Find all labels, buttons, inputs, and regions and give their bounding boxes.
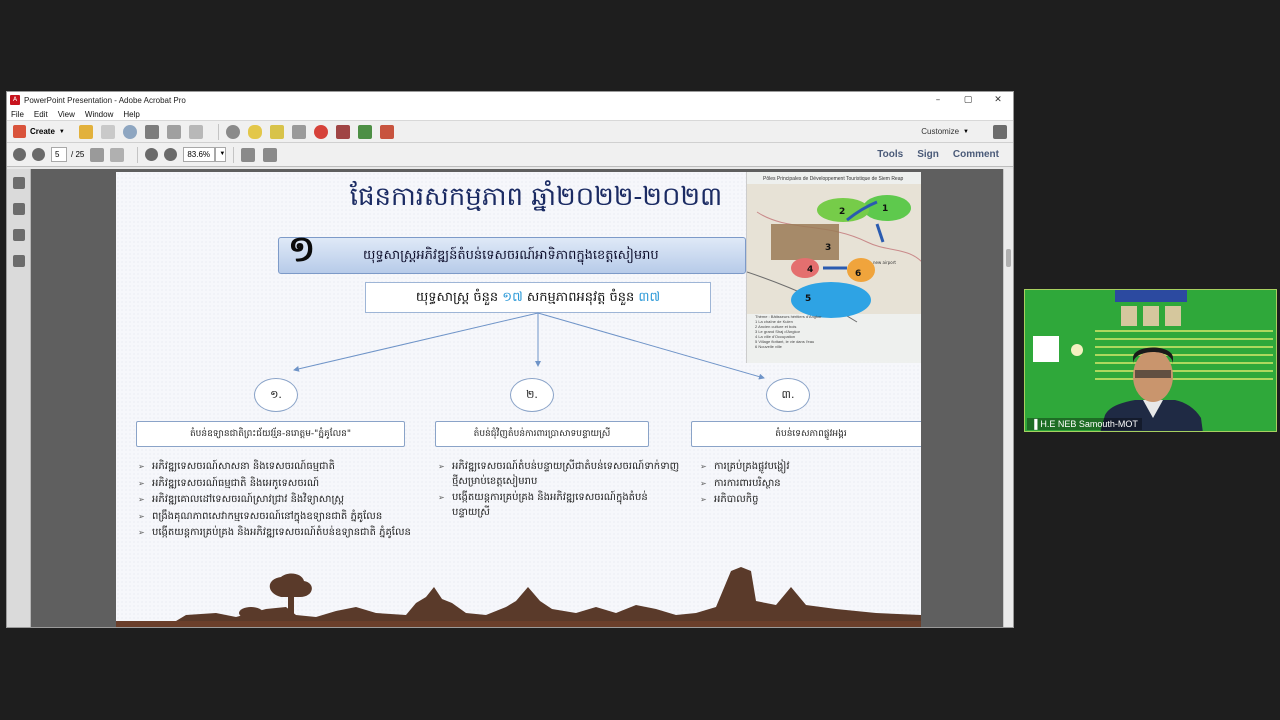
list-item: ➢ ការការពារបរិស្ថាន — [700, 477, 900, 492]
close-button[interactable]: ✕ — [994, 95, 1002, 105]
menu-view[interactable]: View — [57, 109, 75, 119]
hand-tool-icon[interactable] — [110, 148, 124, 162]
page-number-input[interactable]: 5 — [51, 147, 67, 162]
list-item: ➢ បង្កើតយន្តការគ្រប់គ្រង និងអភិវឌ្ឍទេសចរណ៍ក្នុងតំបន់បន្ទាយស្រី — [438, 491, 683, 520]
open-folder-icon[interactable] — [79, 125, 93, 139]
section-number: ១ — [288, 229, 316, 270]
summary-mid: សកម្មភាពអនុវត្ត ចំនួន — [522, 290, 639, 305]
signal-icon: ▐ — [1031, 419, 1038, 429]
settings-icon[interactable] — [226, 125, 240, 139]
expand-icon[interactable] — [993, 125, 1007, 139]
acrobat-window — [6, 91, 1014, 628]
zone-3 — [771, 224, 839, 260]
window-title: PowerPoint Presentation - Adobe Acrobat Pro — [24, 95, 186, 105]
save-icon[interactable] — [101, 125, 115, 139]
angkor-silhouette-illustration — [116, 557, 921, 627]
arrow-to-column-3 — [538, 313, 764, 378]
create-dropdown-icon[interactable]: ▼ — [58, 128, 65, 135]
menu-file[interactable]: File — [11, 109, 24, 119]
highlight-icon[interactable] — [270, 125, 284, 139]
list-item: ➢ អភិវឌ្ឍគោលដៅទេសចរណ៍ស្រាវជ្រាវ និងវិទ្យាសាស្ត្រ — [138, 493, 418, 508]
comment-icon[interactable] — [248, 125, 262, 139]
title-bar — [7, 92, 1013, 108]
legend-item: 1 La chaîne de Kulen — [755, 319, 793, 324]
participant-name-text: H.E NEB Samouth-MOT — [1040, 419, 1138, 429]
toolbar-divider — [137, 147, 138, 163]
zoom-out-icon[interactable] — [145, 148, 158, 161]
column-3-heading: តំបន់ទេសភាពផ្លូវអង្គរ — [691, 421, 921, 447]
list-item: ➢ អភិវឌ្ឍទេសចរណ៍ធម្មជាតិ និងអេកូទេសចរណ៍ — [138, 477, 418, 492]
column-1-list — [138, 460, 418, 543]
previous-page-icon[interactable] — [13, 148, 26, 161]
print-icon[interactable] — [145, 125, 159, 139]
participant-name — [1027, 418, 1142, 430]
cloud-icon[interactable] — [123, 125, 137, 139]
form-icon[interactable] — [380, 125, 394, 139]
vertical-scrollbar[interactable] — [1003, 169, 1013, 628]
list-item: ➢ អភិវឌ្ឍទេសចរណ៍សាសនា និងទេសចរណ៍ធម្មជាតិ — [138, 460, 418, 475]
tools-link[interactable]: Tools — [877, 149, 904, 160]
column-3-list — [700, 460, 900, 510]
legend-item: 3 Le grand Shaj d'Angkor — [755, 329, 801, 334]
zone-2-label: 2 — [839, 207, 846, 217]
create-pdf-icon — [13, 125, 26, 138]
column-2-number: ២. — [510, 378, 554, 412]
select-tool-icon[interactable] — [90, 148, 104, 162]
page-thumbnails-icon[interactable] — [13, 177, 25, 189]
scrollbar-thumb[interactable] — [1006, 249, 1011, 267]
legend-item: Thème : Bâtisseurs héritiers d'Angkor — [755, 314, 822, 319]
legend-item: 2 Ancien culture et bois — [755, 324, 797, 329]
zone-5 — [791, 282, 871, 318]
map-legend — [755, 314, 850, 349]
export-icon[interactable] — [358, 125, 372, 139]
siem-reap-zones-map — [746, 172, 921, 363]
next-page-icon[interactable] — [32, 148, 45, 161]
slide-title: ផែនការសកម្មភាព ឆ្នាំ២០២២-២០២៣ — [349, 182, 723, 212]
main-toolbar — [7, 121, 1013, 143]
list-item: ➢ ការគ្រប់គ្រងផ្លូវបង្ហៀវ — [700, 460, 900, 475]
map-title: Pôles Principales de Développement Touristique de Siem Reap — [763, 176, 904, 182]
navigation-toolbar — [7, 143, 1013, 167]
column-3-number: ៣. — [766, 378, 810, 412]
maximize-button[interactable]: ▢ — [963, 95, 973, 105]
zone-5-label: 5 — [805, 294, 812, 304]
customize-button[interactable]: Customize — [921, 127, 960, 136]
strategy-banner — [278, 237, 746, 274]
column-2-heading: តំបន់ជុំវិញតំបន់ការពារប្រាសាទបន្ទាយស្រី — [435, 421, 649, 447]
menu-edit[interactable]: Edit — [33, 109, 48, 119]
slide-page — [116, 172, 921, 627]
toolbar-divider — [233, 147, 234, 163]
stamp-icon[interactable] — [292, 125, 306, 139]
email-icon[interactable] — [189, 125, 203, 139]
legend-item: 5 Village flottant, le vie dans l'eau — [755, 339, 815, 344]
fullscreen-icon[interactable] — [263, 148, 277, 162]
sign-link[interactable]: Sign — [917, 149, 939, 160]
arrow-to-column-1 — [294, 313, 538, 370]
list-item: ➢ បង្កើតយន្តការគ្រប់គ្រង និងអភិវឌ្ឍទេសចរណ៍តំបន់ឧទ្យានជាតិ ភ្នំគូលែន — [138, 526, 418, 541]
minimize-button[interactable]: – — [935, 95, 941, 105]
signatures-icon[interactable] — [13, 255, 25, 267]
list-item: ➢ អភិវឌ្ឍទេសចរណ៍តំបន់បន្ទាយស្រីជាតំបន់ទេសចរណ៍ទាក់ទាញថ្មីសម្រាប់ខេត្តសៀមរាប — [438, 460, 683, 489]
menu-bar — [7, 108, 1013, 121]
column-2-list — [438, 460, 683, 522]
list-item: ➢ អភិបាលកិច្ច — [700, 493, 900, 508]
video-frame — [1025, 290, 1277, 432]
zoom-dropdown-icon[interactable]: ▼ — [215, 147, 226, 162]
legend-item: 6 Nouvelle ville — [755, 344, 782, 349]
edit-icon[interactable] — [167, 125, 181, 139]
zone-1-label: 1 — [882, 204, 889, 214]
page-total: / 25 — [71, 150, 85, 159]
create-button[interactable]: Create — [30, 127, 55, 136]
fit-page-icon[interactable] — [241, 148, 255, 162]
task-pane-links — [877, 149, 1013, 160]
customize-dropdown-icon[interactable]: ▼ — [963, 128, 969, 135]
zoom-input[interactable]: 83.6% — [183, 147, 215, 162]
document-area — [7, 169, 1013, 628]
attachments-icon[interactable] — [13, 229, 25, 241]
acrobat-app-icon: A — [10, 95, 20, 105]
zone-3-label: 3 — [825, 243, 832, 253]
delete-icon[interactable] — [314, 125, 328, 139]
zone-4-label: 4 — [807, 265, 814, 275]
menu-help[interactable]: Help — [123, 109, 140, 119]
zone-4 — [791, 258, 819, 278]
column-1-number: ១. — [254, 378, 298, 412]
strategy-banner-text: យុទ្ធសាស្ត្រអភិវឌ្ឍន៍តំបន់ទេសចរណ៍អាទិភាពក្នុងខេត្តសៀមរាប — [363, 248, 659, 263]
comment-link[interactable]: Comment — [952, 149, 999, 160]
airport-label: new airport — [873, 260, 896, 265]
zone-6-label: 6 — [855, 269, 862, 279]
toolbar-divider — [218, 124, 219, 140]
summary-prefix: យុទ្ធសាស្ត្រ ចំនួន — [415, 290, 503, 305]
list-item: ➢ ពង្រឹងគុណភាពសេវាកម្មទេសចរណ៍នៅក្នុងឧទ្យានជាតិ ភ្នំគូលែន — [138, 510, 418, 525]
bookmarks-icon[interactable] — [13, 203, 25, 215]
strategy-count: ១៧ — [502, 290, 523, 305]
legend-item: 4 La ville d'Occupation — [755, 334, 796, 339]
navigation-pane — [7, 169, 31, 628]
menu-window[interactable]: Window — [84, 109, 114, 119]
protect-icon[interactable] — [336, 125, 350, 139]
action-count: ៣៧ — [638, 290, 661, 305]
participant-video-tile[interactable] — [1024, 289, 1277, 432]
zoom-in-icon[interactable] — [164, 148, 177, 161]
column-1-heading: តំបន់ឧទ្យានជាតិព្រះជ័យវរ្ម័ន-នរោត្តម-"ភ្នំគូលែន" — [136, 421, 405, 447]
